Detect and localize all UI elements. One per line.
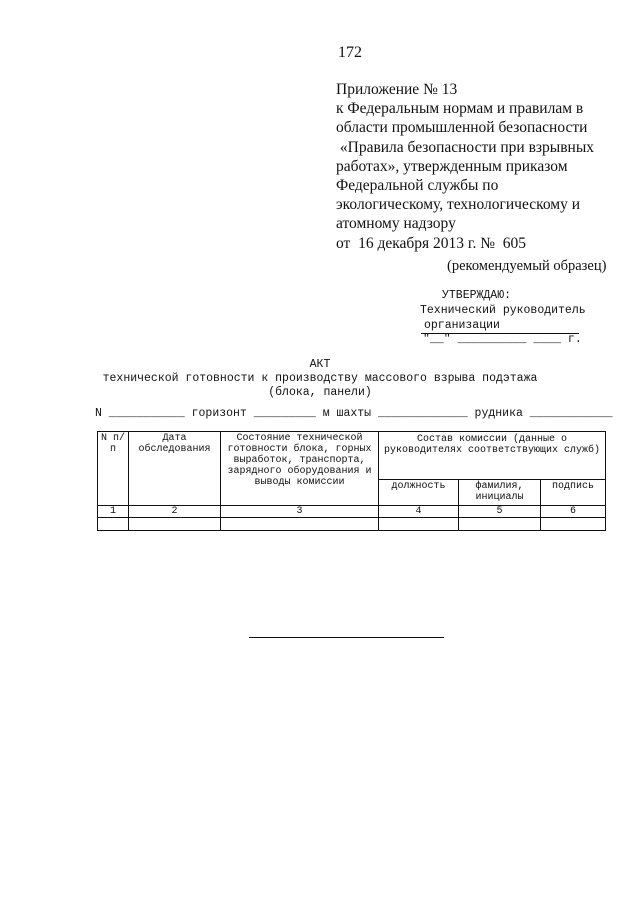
act-fill-line: N ___________ горизонт _________ м шахты _____________ рудника ____________ <box>95 407 613 420</box>
bottom-rule <box>249 637 444 638</box>
approve-org: организации <box>424 319 500 332</box>
table-cell[interactable] <box>541 518 606 531</box>
act-subtitle: технической готовности к производству массового взрыва подэтажа <box>102 372 538 385</box>
appendix-line: от 16 декабря 2013 г. № 605 <box>336 234 527 252</box>
sample-note: (рекомендуемый образец) <box>447 258 607 274</box>
col-state-header: Состояние технической готовности блока, горных выработок, транспорта, зарядного оборудования и выводы комиссии <box>221 432 379 506</box>
appendix-line: «Правила безопасности при взрывных <box>336 138 594 156</box>
appendix-line: атомному надзору <box>336 215 456 233</box>
appendix-line: экологическому, технологическому и <box>336 196 581 214</box>
approval-block <box>420 288 586 333</box>
appendix-header <box>336 80 626 253</box>
col-index-1: 1 <box>98 506 129 518</box>
appendix-line: области промышленной безопасности <box>336 119 588 137</box>
approve-label: УТВЕРЖДАЮ: <box>442 289 512 302</box>
inspection-table <box>97 431 606 531</box>
col-signature-header: подпись <box>541 480 606 506</box>
col-index-5: 5 <box>459 506 541 518</box>
appendix-line: Приложение № 13 <box>336 81 458 98</box>
appendix-line: работах», утвержденным приказом <box>336 157 568 175</box>
col-position-header: должность <box>379 480 459 506</box>
approve-date: "__" __________ ____ г. <box>423 333 582 346</box>
approve-position: Технический руководитель <box>420 304 586 317</box>
table-cell[interactable] <box>459 518 541 531</box>
col-index-3: 3 <box>221 506 379 518</box>
page-number: 172 <box>338 44 362 61</box>
appendix-line: к Федеральным нормам и правилам в <box>336 100 584 118</box>
col-index-6: 6 <box>541 506 606 518</box>
col-index-4: 4 <box>379 506 459 518</box>
appendix-line: Федеральной службы по <box>336 177 499 195</box>
table-row <box>98 518 606 531</box>
commission-header: Состав комиссии (данные о руководителях соответствующих служб) <box>379 432 606 480</box>
table-cell[interactable] <box>379 518 459 531</box>
table-cell[interactable] <box>98 518 129 531</box>
col-date-header: Дата обследования <box>129 432 221 506</box>
act-subtitle-2: (блока, панели) <box>268 386 372 399</box>
col-number-header: N п/п <box>98 432 129 506</box>
act-title: АКТ <box>309 358 331 371</box>
act-title-block <box>102 358 538 400</box>
table-cell[interactable] <box>129 518 221 531</box>
col-index-2: 2 <box>129 506 221 518</box>
table-cell[interactable] <box>221 518 379 531</box>
col-name-header: фамилия, инициалы <box>459 480 541 506</box>
